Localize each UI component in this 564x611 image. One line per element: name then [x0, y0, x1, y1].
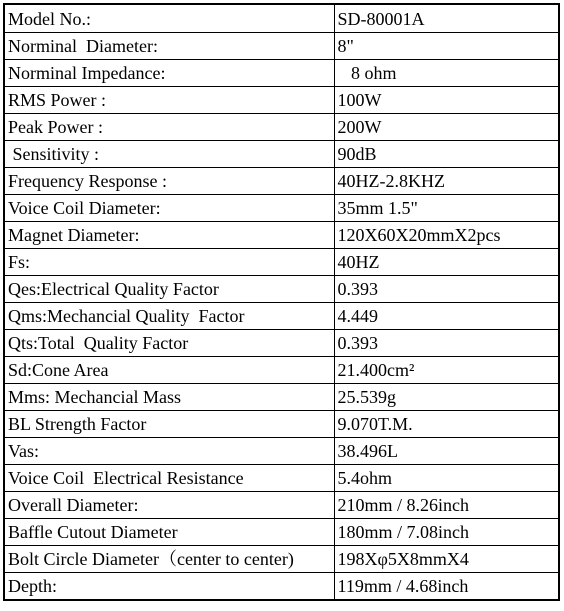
spec-label: Magnet Diameter:	[4, 222, 334, 249]
spec-value: 4.449	[334, 303, 559, 330]
spec-row-fs	[4, 249, 559, 276]
spec-row-model-no	[4, 4, 559, 33]
spec-value: 40HZ-2.8KHZ	[334, 168, 559, 195]
spec-row-vas	[4, 438, 559, 465]
spec-label: Fs:	[4, 249, 334, 276]
spec-label: BL Strength Factor	[4, 411, 334, 438]
spec-label: Qes:Electrical Quality Factor	[4, 276, 334, 303]
spec-row-qts	[4, 330, 559, 357]
spec-row-baffle-cutout	[4, 519, 559, 546]
spec-label: Qts:Total Quality Factor	[4, 330, 334, 357]
spec-value: 100W	[334, 87, 559, 114]
spec-row-rms-power	[4, 87, 559, 114]
spec-label: Overall Diameter:	[4, 492, 334, 519]
spec-label: Sensitivity :	[4, 141, 334, 168]
spec-value: 8 ohm	[334, 60, 559, 87]
spec-value: 5.4ohm	[334, 465, 559, 492]
spec-label: Bolt Circle Diameter（center to center)	[4, 546, 334, 573]
spec-label: Norminal Diameter:	[4, 33, 334, 60]
spec-row-nominal-diameter	[4, 33, 559, 60]
spec-row-magnet-diameter	[4, 222, 559, 249]
spec-value: 9.070T.M.	[334, 411, 559, 438]
spec-row-depth	[4, 573, 559, 601]
spec-table-body	[4, 4, 559, 600]
spec-label: Qms:Mechancial Quality Factor	[4, 303, 334, 330]
spec-value: 8"	[334, 33, 559, 60]
spec-row-qms	[4, 303, 559, 330]
spec-value: 210mm / 8.26inch	[334, 492, 559, 519]
spec-row-bolt-circle	[4, 546, 559, 573]
spec-value: 0.393	[334, 330, 559, 357]
spec-row-qes	[4, 276, 559, 303]
spec-row-sensitivity	[4, 141, 559, 168]
spec-label: Baffle Cutout Diameter	[4, 519, 334, 546]
spec-label: Peak Power :	[4, 114, 334, 141]
spec-label: Voice Coil Diameter:	[4, 195, 334, 222]
spec-value: SD-80001A	[334, 4, 559, 33]
spec-value: 35mm 1.5"	[334, 195, 559, 222]
spec-row-voice-coil-diameter	[4, 195, 559, 222]
spec-value: 40HZ	[334, 249, 559, 276]
spec-value: 119mm / 4.68inch	[334, 573, 559, 601]
spec-value: 25.539g	[334, 384, 559, 411]
spec-row-nominal-impedance	[4, 60, 559, 87]
spec-row-cone-area	[4, 357, 559, 384]
spec-value: 180mm / 7.08inch	[334, 519, 559, 546]
spec-value: 200W	[334, 114, 559, 141]
spec-label: Norminal Impedance:	[4, 60, 334, 87]
spec-value: 38.496L	[334, 438, 559, 465]
spec-label: Model No.:	[4, 4, 334, 33]
spec-row-bl-strength	[4, 411, 559, 438]
spec-label: Depth:	[4, 573, 334, 601]
spec-row-mechanical-mass	[4, 384, 559, 411]
spec-label: Voice Coil Electrical Resistance	[4, 465, 334, 492]
spec-label: Mms: Mechancial Mass	[4, 384, 334, 411]
spec-row-voice-coil-resistance	[4, 465, 559, 492]
spec-row-peak-power	[4, 114, 559, 141]
spec-value: 90dB	[334, 141, 559, 168]
spec-label: Vas:	[4, 438, 334, 465]
spec-label: Frequency Response :	[4, 168, 334, 195]
spec-row-frequency-response	[4, 168, 559, 195]
spec-label: Sd:Cone Area	[4, 357, 334, 384]
spec-value: 198Xφ5X8mmX4	[334, 546, 559, 573]
spec-row-overall-diameter	[4, 492, 559, 519]
spec-label: RMS Power :	[4, 87, 334, 114]
spec-table	[3, 3, 560, 601]
spec-value: 120X60X20mmX2pcs	[334, 222, 559, 249]
spec-value: 21.400cm²	[334, 357, 559, 384]
spec-value: 0.393	[334, 276, 559, 303]
